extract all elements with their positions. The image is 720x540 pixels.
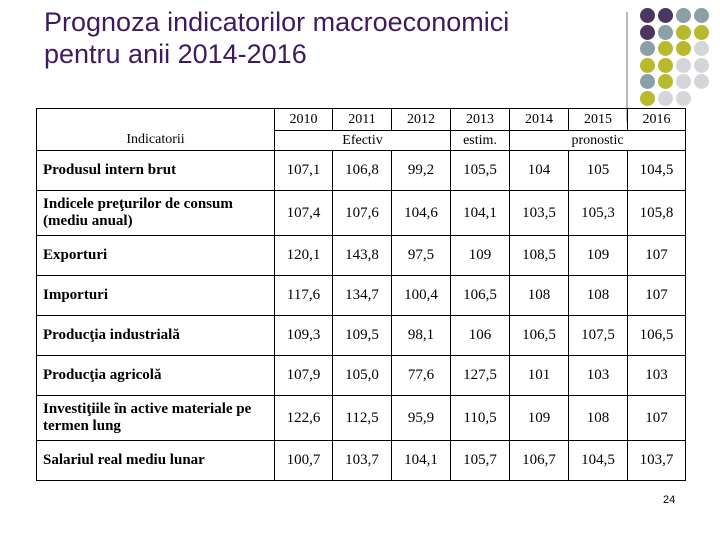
table-row bbox=[37, 356, 686, 396]
value-cell: 99,2 bbox=[392, 151, 451, 191]
value-cell: 143,8 bbox=[333, 236, 392, 276]
value-cell: 117,6 bbox=[275, 276, 333, 316]
value-cell: 107,4 bbox=[275, 191, 333, 236]
decorative-dot-grid bbox=[640, 8, 720, 108]
decorative-dot bbox=[658, 25, 673, 40]
value-cell: 107 bbox=[628, 276, 686, 316]
table-row bbox=[37, 441, 686, 481]
decorative-dot bbox=[640, 58, 655, 73]
indicator-label: Importuri bbox=[37, 276, 275, 316]
value-cell: 106 bbox=[451, 316, 510, 356]
value-cell: 103 bbox=[569, 356, 628, 396]
decorative-dot bbox=[658, 74, 673, 89]
value-cell: 112,5 bbox=[333, 396, 392, 441]
value-cell: 127,5 bbox=[451, 356, 510, 396]
value-cell: 104,6 bbox=[392, 191, 451, 236]
decorative-dot bbox=[676, 91, 691, 106]
value-cell: 106,5 bbox=[510, 316, 569, 356]
indicator-label: Indicele preţurilor de consum (mediu anual) bbox=[37, 191, 275, 236]
header-row-years bbox=[37, 109, 686, 131]
value-cell: 105,5 bbox=[451, 151, 510, 191]
value-cell: 105,0 bbox=[333, 356, 392, 396]
title-line-1: Prognoza indicatorilor macroeconomici bbox=[44, 7, 510, 37]
decorative-dot bbox=[676, 58, 691, 73]
table-row bbox=[37, 316, 686, 356]
value-cell: 104,5 bbox=[569, 441, 628, 481]
value-cell: 98,1 bbox=[392, 316, 451, 356]
indicator-label: Producţia industrială bbox=[37, 316, 275, 356]
value-cell: 108 bbox=[569, 396, 628, 441]
decorative-dot bbox=[694, 8, 709, 23]
value-cell: 109,3 bbox=[275, 316, 333, 356]
value-cell: 108 bbox=[569, 276, 628, 316]
value-cell: 97,5 bbox=[392, 236, 451, 276]
decorative-dot bbox=[658, 41, 673, 56]
value-cell: 134,7 bbox=[333, 276, 392, 316]
value-cell: 109 bbox=[510, 396, 569, 441]
indicator-label: Investiţiile în active materiale pe termen lung bbox=[37, 396, 275, 441]
value-cell: 105 bbox=[569, 151, 628, 191]
decorative-dot bbox=[694, 41, 709, 56]
decorative-dot bbox=[658, 91, 673, 106]
value-cell: 103 bbox=[628, 356, 686, 396]
indicator-label: Salariul real mediu lunar bbox=[37, 441, 275, 481]
value-cell: 104,1 bbox=[392, 441, 451, 481]
table-row bbox=[37, 236, 686, 276]
year-header: 2014 bbox=[510, 109, 569, 131]
decorative-dot bbox=[640, 74, 655, 89]
value-cell: 105,8 bbox=[628, 191, 686, 236]
value-cell: 106,5 bbox=[451, 276, 510, 316]
value-cell: 104 bbox=[510, 151, 569, 191]
value-cell: 109 bbox=[569, 236, 628, 276]
group-effectiv-header: Efectiv bbox=[275, 131, 451, 151]
page-number: 24 bbox=[663, 494, 676, 506]
value-cell: 106,8 bbox=[333, 151, 392, 191]
value-cell: 107,5 bbox=[569, 316, 628, 356]
decorative-dot bbox=[640, 91, 655, 106]
value-cell: 101 bbox=[510, 356, 569, 396]
year-header: 2010 bbox=[275, 109, 333, 131]
decorative-dot bbox=[658, 58, 673, 73]
year-header: 2015 bbox=[569, 109, 628, 131]
table-row bbox=[37, 396, 686, 441]
group-prognostic-header: pronostic bbox=[510, 131, 686, 151]
decorative-dot bbox=[676, 41, 691, 56]
header-row-groups bbox=[37, 131, 686, 151]
value-cell: 107 bbox=[628, 236, 686, 276]
value-cell: 109,5 bbox=[333, 316, 392, 356]
year-header: 2016 bbox=[628, 109, 686, 131]
value-cell: 95,9 bbox=[392, 396, 451, 441]
table-row bbox=[37, 151, 686, 191]
decorative-divider bbox=[626, 12, 628, 122]
value-cell: 100,7 bbox=[275, 441, 333, 481]
value-cell: 100,4 bbox=[392, 276, 451, 316]
value-cell: 107 bbox=[628, 396, 686, 441]
value-cell: 106,7 bbox=[510, 441, 569, 481]
group-estim-header: estim. bbox=[451, 131, 510, 151]
value-cell: 103,7 bbox=[333, 441, 392, 481]
decorative-dot bbox=[640, 25, 655, 40]
header-empty-cell bbox=[37, 109, 275, 131]
indicator-column-header: Indicatorii bbox=[37, 131, 275, 151]
decorative-dot bbox=[694, 25, 709, 40]
decorative-dot bbox=[694, 74, 709, 89]
value-cell: 110,5 bbox=[451, 396, 510, 441]
year-header: 2012 bbox=[392, 109, 451, 131]
value-cell: 108 bbox=[510, 276, 569, 316]
value-cell: 106,5 bbox=[628, 316, 686, 356]
table-row bbox=[37, 191, 686, 236]
decorative-dot bbox=[676, 25, 691, 40]
page-title bbox=[44, 6, 604, 70]
value-cell: 109 bbox=[451, 236, 510, 276]
decorative-dot bbox=[640, 8, 655, 23]
value-cell: 107,9 bbox=[275, 356, 333, 396]
value-cell: 108,5 bbox=[510, 236, 569, 276]
value-cell: 120,1 bbox=[275, 236, 333, 276]
indicator-label: Produsul intern brut bbox=[37, 151, 275, 191]
value-cell: 77,6 bbox=[392, 356, 451, 396]
year-header: 2013 bbox=[451, 109, 510, 131]
value-cell: 103,7 bbox=[628, 441, 686, 481]
value-cell: 103,5 bbox=[510, 191, 569, 236]
decorative-dot bbox=[676, 74, 691, 89]
value-cell: 107,6 bbox=[333, 191, 392, 236]
decorative-dot bbox=[694, 58, 709, 73]
indicator-label: Exporturi bbox=[37, 236, 275, 276]
title-line-2: pentru anii 2014-2016 bbox=[44, 39, 307, 69]
value-cell: 105,7 bbox=[451, 441, 510, 481]
value-cell: 122,6 bbox=[275, 396, 333, 441]
year-header: 2011 bbox=[333, 109, 392, 131]
value-cell: 104,1 bbox=[451, 191, 510, 236]
decorative-dot bbox=[658, 8, 673, 23]
decorative-dot bbox=[676, 8, 691, 23]
value-cell: 105,3 bbox=[569, 191, 628, 236]
indicators-table bbox=[36, 108, 686, 481]
decorative-dot bbox=[640, 41, 655, 56]
indicator-label: Producţia agricolă bbox=[37, 356, 275, 396]
value-cell: 104,5 bbox=[628, 151, 686, 191]
value-cell: 107,1 bbox=[275, 151, 333, 191]
table-row bbox=[37, 276, 686, 316]
